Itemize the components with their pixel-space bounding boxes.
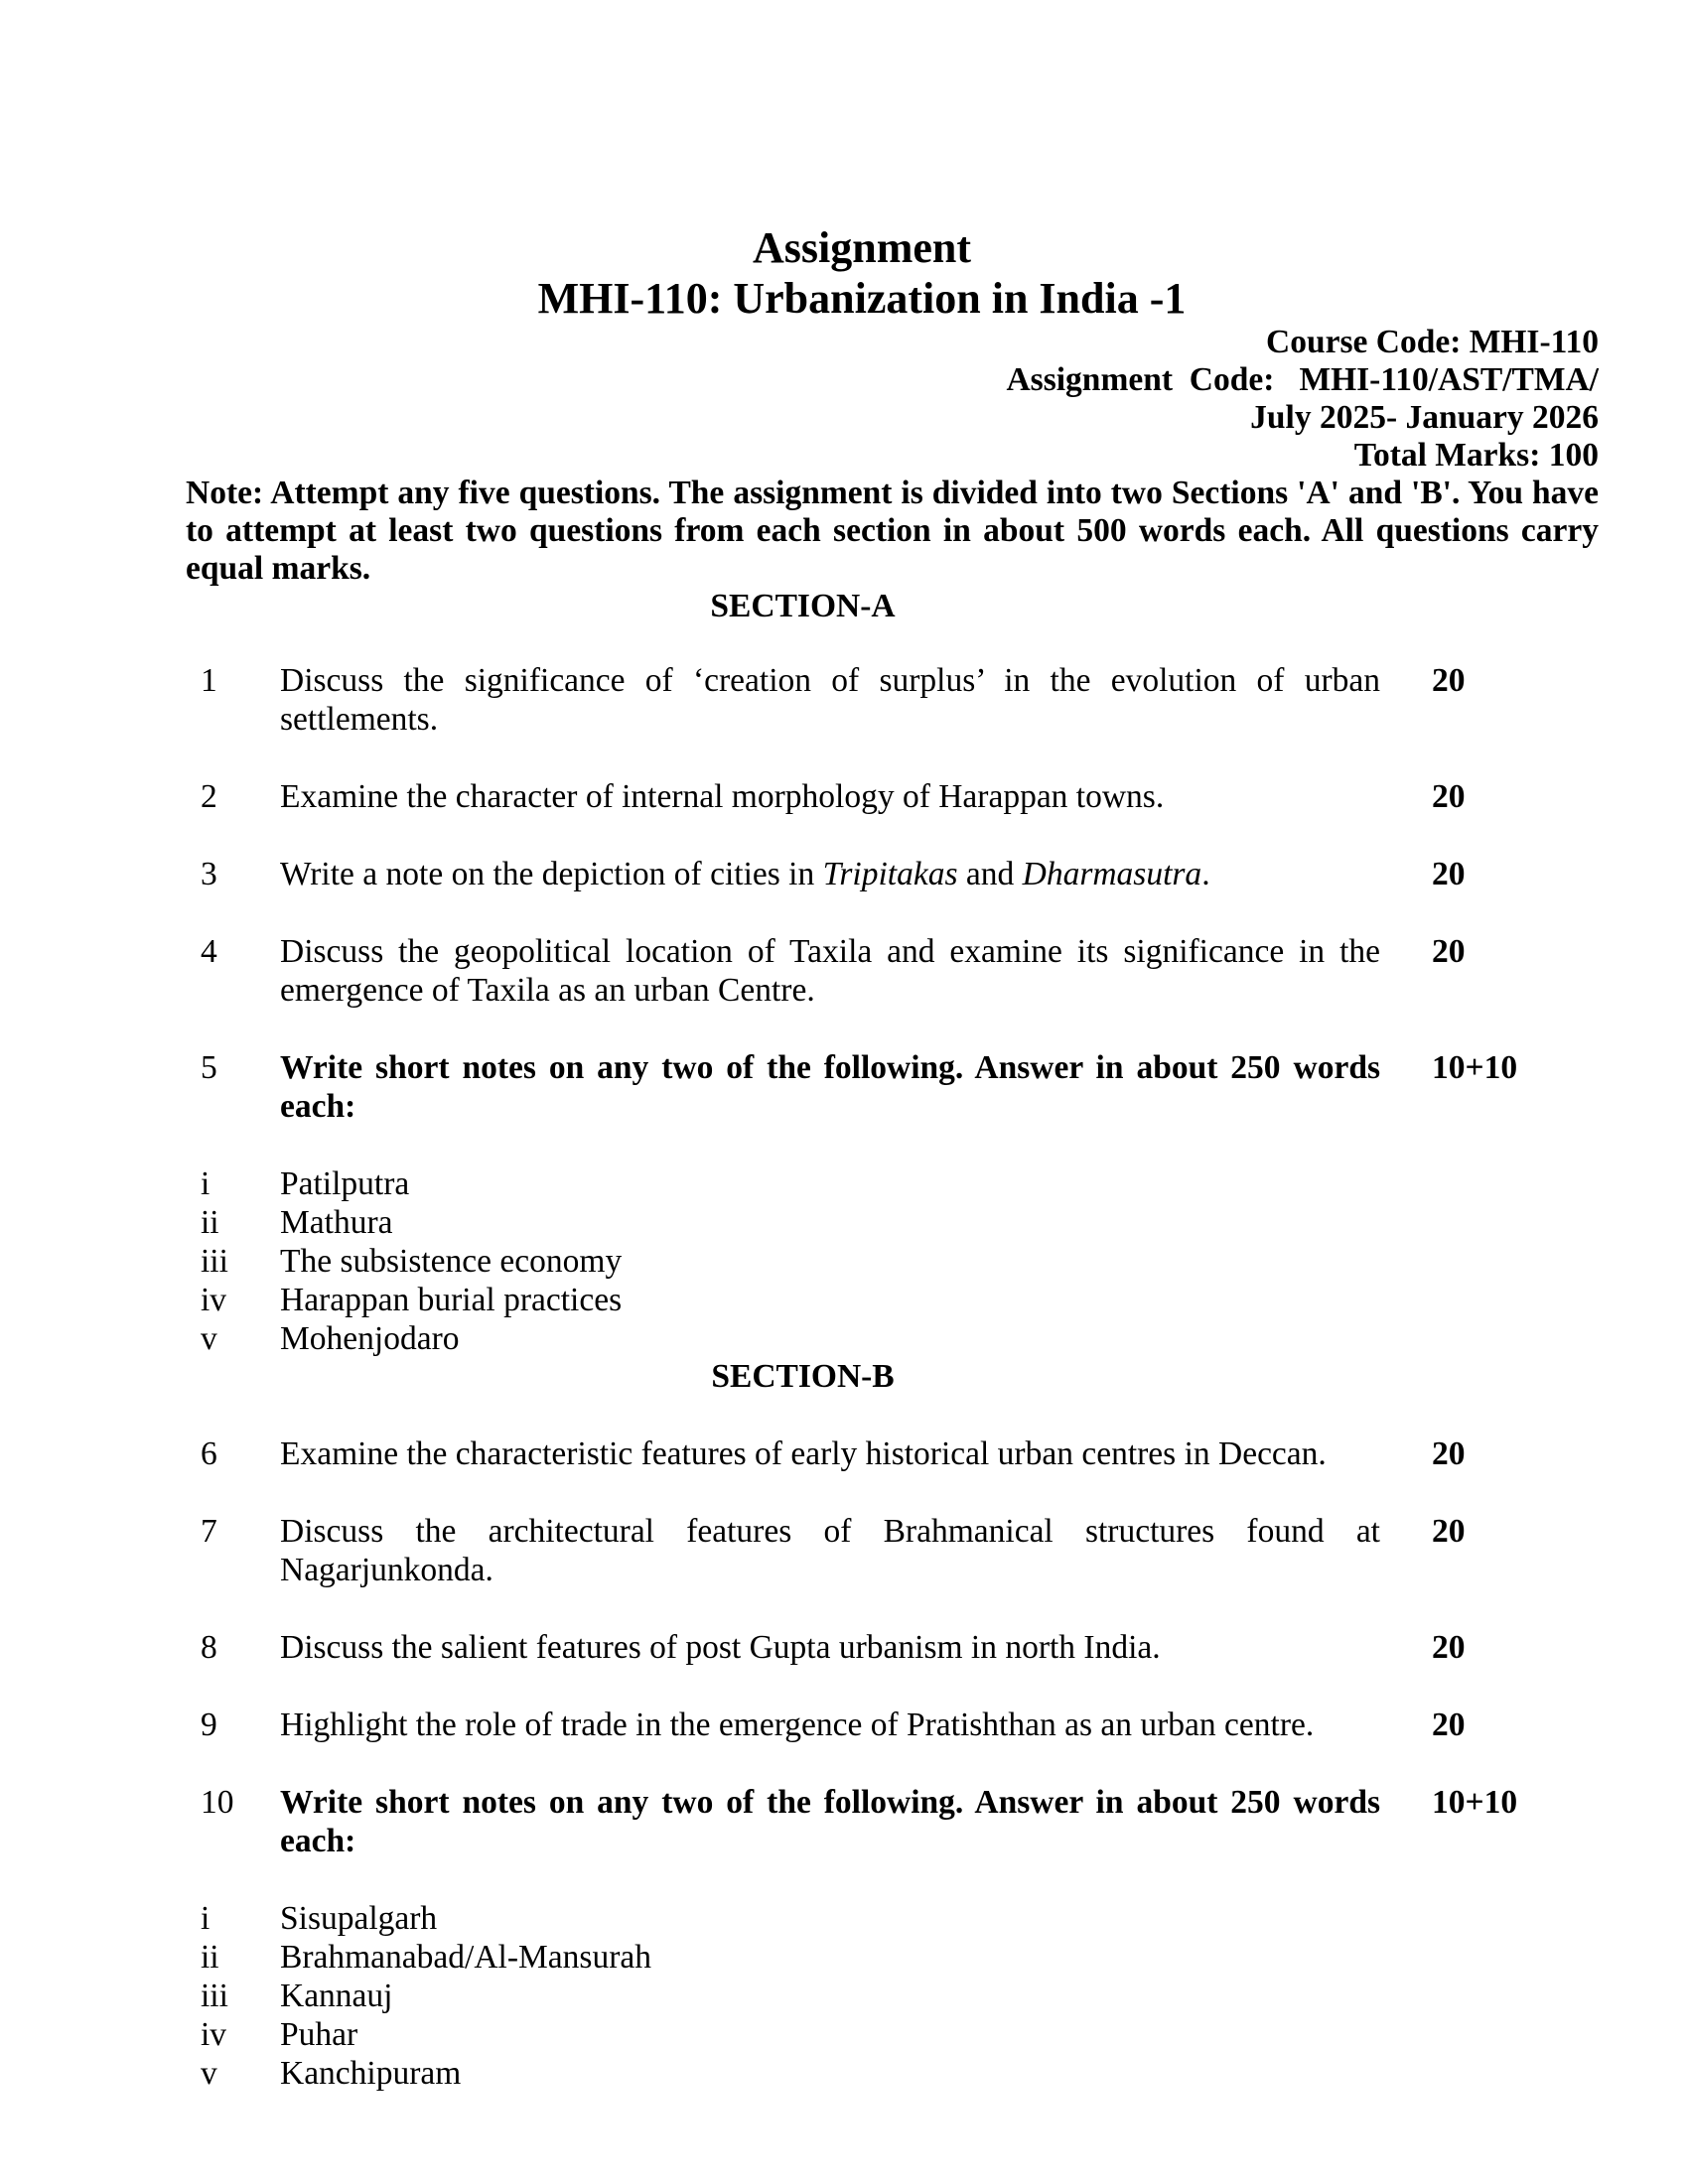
question-text	[280, 855, 1380, 893]
list-item-label: Harappan burial practices	[280, 1282, 623, 1318]
question-text-segment: .	[1201, 856, 1210, 892]
question-text: Discuss the geopolitical location of Taxila and examine its significance in the emergence of Taxila as an urban Centre.	[280, 933, 1380, 1009]
question-row-8	[186, 1628, 1599, 1667]
list-item	[186, 1977, 1599, 2015]
question-row-3	[186, 855, 1599, 893]
list-item-numeral: v	[201, 1320, 217, 1357]
section-a-short-note-list	[186, 1164, 1599, 1358]
question-number: 9	[201, 1706, 217, 1743]
list-item	[186, 1319, 1599, 1358]
question-number: 5	[201, 1049, 217, 1086]
question-text: Discuss the salient features of post Gupta urbanism in north India.	[280, 1629, 1161, 1666]
course-code: Course Code: MHI-110	[1266, 324, 1599, 360]
section-a-heading: SECTION-A	[710, 588, 896, 624]
question-text: Examine the characteristic features of early historical urban centres in Deccan.	[280, 1435, 1327, 1472]
question-row-1	[186, 661, 1599, 739]
list-item-label: The subsistence economy	[280, 1243, 623, 1280]
list-item-numeral: iii	[201, 1243, 228, 1280]
question-text: Discuss the architectural features of Brahmanical structures found at Nagarjunkonda.	[280, 1513, 1380, 1588]
list-item	[186, 2015, 1599, 2054]
question-marks: 10+10	[1432, 1049, 1518, 1086]
list-item-numeral: i	[201, 1900, 211, 1937]
header-right-block	[186, 324, 1599, 475]
question-text: Write short notes on any two of the following. Answer in about 250 words each:	[280, 1049, 1380, 1125]
list-item-label: Kannauj	[280, 1978, 393, 2014]
list-item-label: Puhar	[280, 2016, 358, 2053]
question-number: 2	[201, 778, 217, 815]
list-item-label: Patilputra	[280, 1165, 410, 1202]
question-marks: 20	[1432, 1629, 1466, 1666]
session-dates: July 2025- January 2026	[1250, 399, 1599, 436]
question-marks: 20	[1432, 662, 1466, 699]
list-item-numeral: iv	[201, 2016, 227, 2053]
list-item	[186, 1938, 1599, 1977]
question-row-9	[186, 1706, 1599, 1744]
question-text: Highlight the role of trade in the emergence of Pratishthan as an urban centre.	[280, 1706, 1315, 1743]
list-item	[186, 1164, 1599, 1203]
section-b-heading: SECTION-B	[711, 1358, 895, 1395]
question-marks: 20	[1432, 856, 1466, 892]
question-text: Discuss the significance of ‘creation of surplus’ in the evolution of urban settlements.	[280, 662, 1380, 738]
list-item-label: Brahmanabad/Al-Mansurah	[280, 1939, 651, 1976]
list-item	[186, 2054, 1599, 2093]
list-item	[186, 1203, 1599, 1242]
section-b-short-note-list	[186, 1899, 1599, 2093]
instructions-note: Note: Attempt any five questions. The assignment is divided into two Sections 'A' and 'B'. You have to attempt at least two questions from each section in about 500 words each. All questions carry equal marks.	[186, 475, 1599, 587]
list-item-label: Sisupalgarh	[280, 1900, 438, 1937]
book-title-italic: Dharmasutra	[1022, 856, 1202, 892]
section-a-questions	[186, 661, 1599, 2093]
question-number: 4	[201, 933, 217, 970]
document-title	[186, 222, 1538, 324]
question-text: Write short notes on any two of the following. Answer in about 250 words each:	[280, 1784, 1380, 1859]
question-row-10	[186, 1783, 1599, 1860]
question-row-4	[186, 932, 1599, 1010]
list-item-label: Mathura	[280, 1204, 393, 1241]
question-marks: 20	[1432, 1706, 1466, 1743]
total-marks: Total Marks: 100	[1353, 437, 1599, 474]
question-text: Examine the character of internal morphology of Harappan towns.	[280, 778, 1165, 815]
question-number: 3	[201, 856, 217, 892]
question-number: 7	[201, 1513, 217, 1550]
list-item-numeral: ii	[201, 1204, 219, 1241]
question-row-7	[186, 1512, 1599, 1589]
question-text-segment: and	[957, 856, 1023, 892]
title-line-1: Assignment	[752, 223, 972, 272]
question-row-6	[186, 1434, 1599, 1473]
question-number: 10	[201, 1784, 234, 1821]
list-item-numeral: v	[201, 2055, 217, 2092]
title-line-2: MHI-110: Urbanization in India -1	[537, 274, 1187, 323]
list-item-numeral: ii	[201, 1939, 219, 1976]
question-number: 6	[201, 1435, 217, 1472]
question-text-segment: Write a note on the depiction of cities in	[280, 856, 823, 892]
question-row-5	[186, 1048, 1599, 1126]
question-number: 1	[201, 662, 217, 699]
list-item-numeral: iii	[201, 1978, 228, 2014]
question-marks: 20	[1432, 1513, 1466, 1550]
list-item-numeral: i	[201, 1165, 211, 1202]
question-marks: 20	[1432, 1435, 1466, 1472]
list-item-label: Kanchipuram	[280, 2055, 462, 2092]
question-marks: 10+10	[1432, 1784, 1518, 1821]
question-marks: 20	[1432, 778, 1466, 815]
question-marks: 20	[1432, 933, 1466, 970]
question-number: 8	[201, 1629, 217, 1666]
list-item-label: Mohenjodaro	[280, 1320, 460, 1357]
book-title-italic: Tripitakas	[822, 856, 958, 892]
list-item	[186, 1899, 1599, 1938]
list-item-numeral: iv	[201, 1282, 227, 1318]
assignment-code: Assignment Code: MHI-110/AST/TMA/	[1006, 361, 1599, 398]
list-item	[186, 1242, 1599, 1281]
question-row-2	[186, 777, 1599, 816]
list-item	[186, 1281, 1599, 1319]
